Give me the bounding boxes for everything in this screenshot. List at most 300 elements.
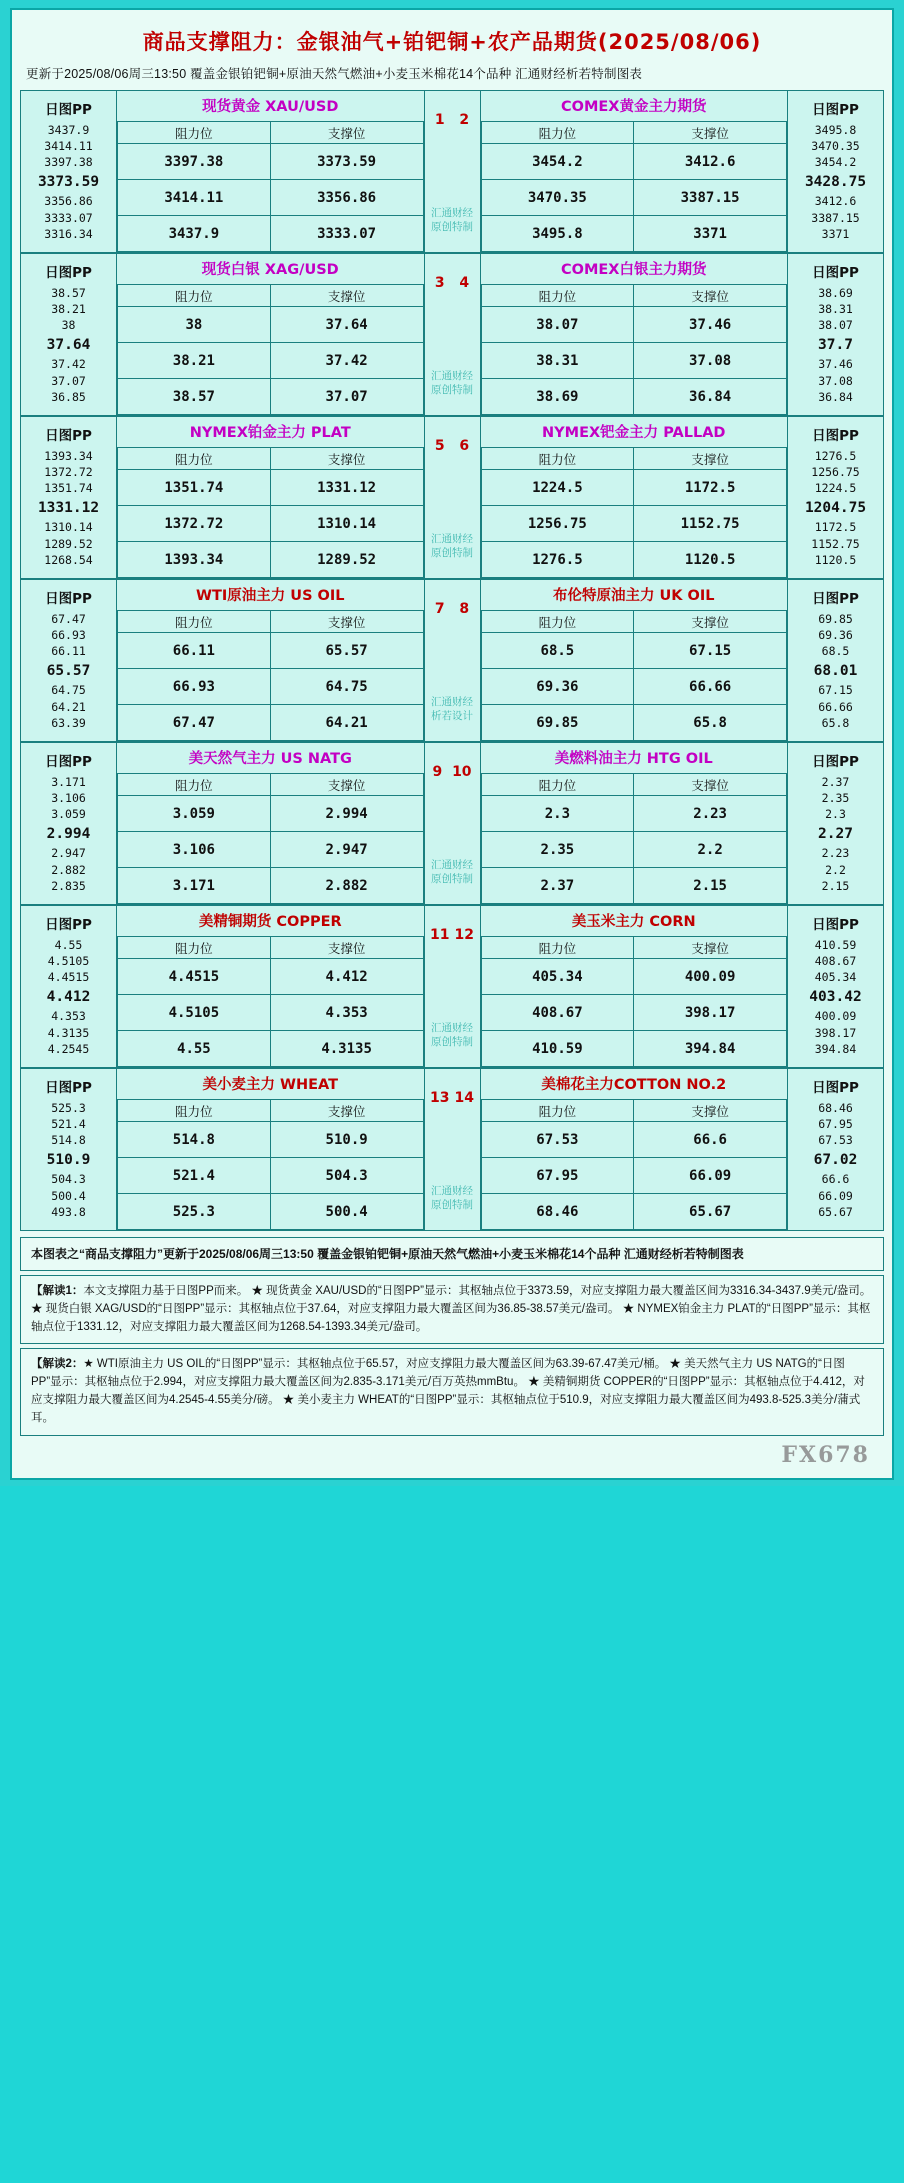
table-row (118, 669, 424, 705)
sr-table (481, 1099, 788, 1230)
pp-value: 1224.5 (814, 481, 857, 496)
block-number-right: 12 (454, 926, 474, 943)
sr-table (481, 447, 788, 578)
sr-table (117, 1099, 424, 1230)
pp-value: 4.55 (54, 937, 83, 952)
pp-value: 37.7 (818, 336, 853, 353)
table-row (118, 343, 424, 379)
resistance-value: 66.11 (118, 633, 271, 669)
instrument-panel (117, 91, 425, 253)
support-value: 65.8 (634, 705, 787, 741)
block-index-cell (424, 91, 480, 253)
resistance-value: 69.36 (481, 669, 634, 705)
pp-value: 38 (61, 318, 76, 333)
pp-value: 3371 (821, 227, 850, 242)
pp-value: 3373.59 (37, 173, 100, 190)
support-header: 支撑位 (634, 611, 787, 633)
support-value: 37.42 (270, 343, 423, 379)
pp-value: 1372.72 (44, 465, 93, 480)
resistance-value: 68.46 (481, 1194, 634, 1230)
pp-value: 37.07 (51, 373, 86, 388)
instrument-title: 布伦特原油主力 UK OIL (481, 580, 788, 610)
instrument-panel (117, 580, 425, 742)
resistance-value: 525.3 (118, 1194, 271, 1230)
pp-value: 65.8 (821, 716, 850, 731)
resistance-value: 410.59 (481, 1031, 634, 1067)
table-row (481, 633, 787, 669)
pp-value: 1331.12 (37, 499, 100, 516)
resistance-value: 66.93 (118, 669, 271, 705)
resistance-value: 38.21 (118, 343, 271, 379)
resistance-header: 阻力位 (481, 448, 634, 470)
resistance-value: 2.3 (481, 796, 634, 832)
pp-value: 1120.5 (814, 553, 857, 568)
pp-value: 66.66 (818, 699, 853, 714)
pp-value: 2.835 (51, 879, 86, 894)
pp-value: 1268.54 (44, 553, 93, 568)
resistance-header: 阻力位 (118, 937, 271, 959)
support-value: 2.882 (270, 868, 423, 904)
block-number-right: 14 (454, 1089, 474, 1106)
pp-value: 68.46 (818, 1100, 853, 1115)
pp-value: 2.3 (825, 807, 846, 822)
support-header: 支撑位 (634, 448, 787, 470)
pp-column (788, 743, 884, 905)
pp-value: 493.8 (51, 1205, 86, 1220)
support-value: 3333.07 (270, 216, 423, 252)
table-row (481, 705, 787, 741)
instrument-panel (480, 417, 788, 579)
pp-value: 400.09 (814, 1009, 857, 1024)
pp-value: 2.2 (825, 862, 846, 877)
interp1-head: 【解读1： (31, 1285, 84, 1297)
support-value: 4.412 (270, 959, 423, 995)
resistance-header: 阻力位 (118, 448, 271, 470)
resistance-value: 67.53 (481, 1122, 634, 1158)
pp-value: 2.15 (821, 879, 850, 894)
support-header: 支撑位 (270, 448, 423, 470)
pp-column (788, 91, 884, 253)
table-row (118, 144, 424, 180)
blocks-container (20, 90, 884, 1231)
pp-value: 4.5105 (47, 954, 90, 969)
instrument-block (20, 416, 884, 579)
pp-value: 64.75 (51, 683, 86, 698)
resistance-value: 3.171 (118, 868, 271, 904)
sr-table (481, 610, 788, 741)
pp-value: 2.27 (818, 825, 853, 842)
pp-value: 67.15 (818, 683, 853, 698)
support-value: 37.07 (270, 379, 423, 415)
pp-column-header: 日图PP (45, 590, 92, 607)
table-row (118, 1031, 424, 1067)
instrument-panel (480, 1069, 788, 1231)
instrument-title: COMEX白银主力期货 (481, 254, 788, 284)
pp-column (21, 417, 117, 579)
table-row (481, 470, 787, 506)
support-value: 3371 (634, 216, 787, 252)
resistance-header: 阻力位 (118, 122, 271, 144)
pp-value: 38.21 (51, 302, 86, 317)
instrument-panel (117, 1069, 425, 1231)
pp-value: 4.4515 (47, 970, 90, 985)
pp-value: 2.947 (51, 846, 86, 861)
fx678-logo: FX678 (781, 1441, 870, 1468)
instrument-panel (480, 254, 788, 416)
support-header: 支撑位 (270, 122, 423, 144)
pp-value: 66.11 (51, 644, 86, 659)
resistance-header: 阻力位 (118, 285, 271, 307)
support-value: 65.57 (270, 633, 423, 669)
instrument-panel (117, 254, 425, 416)
table-row (481, 216, 787, 252)
support-value: 37.64 (270, 307, 423, 343)
support-header: 支撑位 (634, 774, 787, 796)
resistance-header: 阻力位 (481, 937, 634, 959)
pp-value: 1289.52 (44, 536, 93, 551)
pp-value: 67.95 (818, 1117, 853, 1132)
pp-value: 69.85 (818, 611, 853, 626)
interp2-head: 【解读2： (31, 1358, 84, 1371)
block-number-right: 4 (459, 274, 470, 291)
resistance-value: 1351.74 (118, 470, 271, 506)
table-row (481, 180, 787, 216)
instrument-title: NYMEX铂金主力 PLAT (117, 417, 424, 447)
instrument-title: 美天然气主力 US NATG (117, 743, 424, 773)
resistance-value: 408.67 (481, 995, 634, 1031)
table-row (481, 1158, 787, 1194)
resistance-value: 1393.34 (118, 542, 271, 578)
resistance-value: 67.47 (118, 705, 271, 741)
chart-sheet (10, 8, 894, 1480)
support-header: 支撑位 (270, 611, 423, 633)
support-value: 66.09 (634, 1158, 787, 1194)
resistance-header: 阻力位 (481, 285, 634, 307)
instrument-title: 现货黄金 XAU/USD (117, 91, 424, 121)
resistance-value: 38.57 (118, 379, 271, 415)
pp-value: 1310.14 (44, 520, 93, 535)
pp-value: 2.882 (51, 862, 86, 877)
resistance-value: 38.07 (481, 307, 634, 343)
resistance-value: 3495.8 (481, 216, 634, 252)
block-number-left: 7 (434, 600, 445, 617)
instrument-title: 美棉花主力COTTON NO.2 (481, 1069, 788, 1099)
pp-value: 38.07 (818, 318, 853, 333)
pp-value: 4.3135 (47, 1025, 90, 1040)
support-value: 2.15 (634, 868, 787, 904)
pp-value: 67.02 (813, 1151, 858, 1168)
support-value: 65.67 (634, 1194, 787, 1230)
table-row (481, 542, 787, 578)
pp-value: 66.93 (51, 628, 86, 643)
pp-value: 38.57 (51, 285, 86, 300)
pp-value: 37.46 (818, 357, 853, 372)
resistance-header: 阻力位 (481, 774, 634, 796)
pp-value: 37.08 (818, 373, 853, 388)
pp-value: 510.9 (46, 1151, 91, 1168)
table-row (481, 796, 787, 832)
pp-value: 394.84 (814, 1042, 857, 1057)
resistance-value: 405.34 (481, 959, 634, 995)
support-value: 400.09 (634, 959, 787, 995)
resistance-value: 514.8 (118, 1122, 271, 1158)
support-value: 64.75 (270, 669, 423, 705)
block-number-right: 6 (459, 437, 470, 454)
instrument-block (20, 579, 884, 742)
pp-value: 3454.2 (814, 155, 857, 170)
table-row (481, 1194, 787, 1230)
pp-value: 69.36 (818, 628, 853, 643)
pp-value: 3412.6 (814, 194, 857, 209)
sr-table (117, 773, 424, 904)
instrument-title: WTI原油主力 US OIL (117, 580, 424, 610)
resistance-value: 38.31 (481, 343, 634, 379)
pp-column (21, 580, 117, 742)
support-value: 3412.6 (634, 144, 787, 180)
instrument-block (20, 90, 884, 253)
table-row (118, 959, 424, 995)
support-value: 504.3 (270, 1158, 423, 1194)
resistance-value: 68.5 (481, 633, 634, 669)
watermark-text: 汇通财经 原创特制 (431, 1184, 473, 1211)
block-number-left: 1 (434, 111, 445, 128)
support-value: 66.66 (634, 669, 787, 705)
support-header: 支撑位 (270, 774, 423, 796)
instrument-title: 美玉米主力 CORN (481, 906, 788, 936)
support-header: 支撑位 (634, 937, 787, 959)
pp-value: 525.3 (51, 1100, 86, 1115)
block-index-cell (424, 417, 480, 579)
resistance-value: 67.95 (481, 1158, 634, 1194)
page-title: 商品支撑阻力：金银油气+铂钯铜+农产品期货(2025/08/06) (142, 30, 762, 54)
footer-note-text: 本图表之“商品支撑阻力”更新于2025/08/06周三13:50 覆盖金银铂钯铜+原油天然气燃油+小麦玉米棉花14个品种 汇通财经析若特制图表 (31, 1247, 744, 1261)
watermark-text: 汇通财经 原创特制 (431, 858, 473, 885)
pp-column-header: 日图PP (45, 101, 92, 118)
instrument-title: 美小麦主力 WHEAT (117, 1069, 424, 1099)
instrument-title: 美燃料油主力 HTG OIL (481, 743, 788, 773)
instrument-title: NYMEX钯金主力 PALLAD (481, 417, 788, 447)
pp-value: 68.01 (813, 662, 858, 679)
pp-column-header: 日图PP (45, 1079, 92, 1096)
resistance-value: 1372.72 (118, 506, 271, 542)
watermark-text: 汇通财经 析若设计 (431, 695, 473, 722)
pp-value: 65.57 (46, 662, 91, 679)
watermark-text: 汇通财经 原创特制 (431, 1021, 473, 1048)
pp-value: 3414.11 (44, 139, 93, 154)
pp-value: 63.39 (51, 716, 86, 731)
table-row (118, 832, 424, 868)
support-value: 1331.12 (270, 470, 423, 506)
support-value: 4.353 (270, 995, 423, 1031)
support-value: 2.947 (270, 832, 423, 868)
table-row (118, 995, 424, 1031)
pp-column (788, 906, 884, 1068)
sr-table (117, 936, 424, 1067)
pp-column (21, 906, 117, 1068)
block-index-cell (424, 580, 480, 742)
support-header: 支撑位 (634, 1100, 787, 1122)
support-value: 66.6 (634, 1122, 787, 1158)
pp-value: 3.059 (51, 807, 86, 822)
resistance-value: 3437.9 (118, 216, 271, 252)
pp-value: 65.67 (818, 1205, 853, 1220)
pp-value: 3428.75 (804, 173, 867, 190)
table-row (481, 144, 787, 180)
instrument-title: 现货白银 XAG/USD (117, 254, 424, 284)
block-number-left: 3 (434, 274, 445, 291)
instrument-title: 美精铜期货 COPPER (117, 906, 424, 936)
pp-value: 36.85 (51, 390, 86, 405)
pp-column-header: 日图PP (812, 590, 859, 607)
pp-column (21, 1069, 117, 1231)
pp-value: 4.412 (46, 988, 91, 1005)
resistance-value: 1276.5 (481, 542, 634, 578)
pp-column (21, 91, 117, 253)
pp-value: 1276.5 (814, 448, 857, 463)
support-value: 64.21 (270, 705, 423, 741)
pp-value: 4.353 (51, 1009, 86, 1024)
instrument-panel (117, 417, 425, 579)
pp-value: 500.4 (51, 1188, 86, 1203)
block-number-left: 13 (430, 1089, 450, 1106)
pp-column-header: 日图PP (812, 916, 859, 933)
pp-value: 67.47 (51, 611, 86, 626)
table-row (481, 343, 787, 379)
pp-value: 408.67 (814, 954, 857, 969)
resistance-value: 3.106 (118, 832, 271, 868)
pp-value: 2.37 (821, 774, 850, 789)
pp-value: 64.21 (51, 699, 86, 714)
instrument-block (20, 905, 884, 1068)
support-header: 支撑位 (634, 285, 787, 307)
instrument-panel (480, 91, 788, 253)
table-row (118, 379, 424, 415)
pp-value: 4.2545 (47, 1042, 90, 1057)
sr-table (117, 610, 424, 741)
sr-table (117, 121, 424, 252)
instrument-panel (480, 906, 788, 1068)
block-index-cell (424, 743, 480, 905)
sr-table (481, 936, 788, 1067)
support-value: 1310.14 (270, 506, 423, 542)
pp-column-header: 日图PP (45, 753, 92, 770)
table-row (481, 379, 787, 415)
instrument-panel (117, 906, 425, 1068)
resistance-value: 3454.2 (481, 144, 634, 180)
pp-value: 3333.07 (44, 210, 93, 225)
pp-value: 3316.34 (44, 227, 93, 242)
table-row (481, 307, 787, 343)
support-value: 3387.15 (634, 180, 787, 216)
pp-value: 1351.74 (44, 481, 93, 496)
support-header: 支撑位 (634, 122, 787, 144)
interpretation-1 (20, 1275, 884, 1344)
table-row (481, 506, 787, 542)
resistance-value: 2.35 (481, 832, 634, 868)
pp-value: 1152.75 (811, 536, 860, 551)
table-row (118, 180, 424, 216)
block-index-cell (424, 906, 480, 1068)
instrument-block (20, 1068, 884, 1231)
support-value: 1289.52 (270, 542, 423, 578)
pp-value: 3470.35 (811, 139, 860, 154)
support-value: 2.2 (634, 832, 787, 868)
support-value: 2.23 (634, 796, 787, 832)
table-row (481, 832, 787, 868)
instrument-panel (117, 743, 425, 905)
table-row (118, 1194, 424, 1230)
interp1-text: 本文支撑阻力基于日图PP而来。 ★ 现货黄金 XAU/USD的“日图PP”显示：其枢轴点位于3373.59，对应支撑阻力最大覆盖区间为3316.34-3437.9美元/盎司。 ★ 现货白银 XAG/USD的“日图PP”显示：其枢轴点位于37.64，对应支撑阻力最大覆盖区间为36.85-38.57美元/盎司。 ★ NYMEX铂金主力 PLAT的“日图PP”显示：其枢轴点位于1331.12，对应支撑阻力最大覆盖区间为1268.54-1393.34美元/盎司。 (31, 1285, 872, 1333)
resistance-header: 阻力位 (481, 122, 634, 144)
table-row (481, 1031, 787, 1067)
support-header: 支撑位 (270, 1100, 423, 1122)
pp-value: 3387.15 (811, 210, 860, 225)
support-value: 394.84 (634, 1031, 787, 1067)
pp-value: 514.8 (51, 1133, 86, 1148)
pp-value: 1393.34 (44, 448, 93, 463)
resistance-value: 521.4 (118, 1158, 271, 1194)
pp-column-header: 日图PP (45, 916, 92, 933)
resistance-header: 阻力位 (481, 611, 634, 633)
support-header: 支撑位 (270, 285, 423, 307)
table-row (118, 1122, 424, 1158)
table-row (118, 633, 424, 669)
pp-value: 3397.38 (44, 155, 93, 170)
support-value: 2.994 (270, 796, 423, 832)
resistance-value: 1224.5 (481, 470, 634, 506)
resistance-value: 38.69 (481, 379, 634, 415)
footer-note (20, 1237, 884, 1271)
support-value: 3356.86 (270, 180, 423, 216)
table-row (481, 995, 787, 1031)
interp2-text: ★ WTI原油主力 US OIL的“日图PP”显示：其枢轴点位于65.57，对应支撑阻力最大覆盖区间为63.39-67.47美元/桶。 ★ 美天然气主力 US NATG的“日图PP”显示：其枢轴点位于2.994，对应支撑阻力最大覆盖区间为2.835-3.171美元/百万英热mmBtu。 ★ 美精铜期货 COPPER的“日图PP”显示：其枢轴点位于4.412，对应支撑阻力最大覆盖区间为4.2545-4.55美分/磅。 ★ 美小麦主力 WHEAT的“日图PP”显示：其枢轴点位于510.9，对应支撑阻力最大覆盖区间为493.8-525.3美分/蒲式耳。 (31, 1358, 865, 1424)
resistance-value: 3397.38 (118, 144, 271, 180)
table-row (118, 542, 424, 578)
resistance-header: 阻力位 (118, 611, 271, 633)
pp-value: 398.17 (814, 1025, 857, 1040)
pp-column-header: 日图PP (45, 264, 92, 281)
table-row (118, 307, 424, 343)
table-row (481, 868, 787, 904)
block-number-right: 2 (459, 111, 470, 128)
support-value: 36.84 (634, 379, 787, 415)
pp-column-header: 日图PP (812, 264, 859, 281)
pp-value: 37.42 (51, 357, 86, 372)
resistance-value: 4.55 (118, 1031, 271, 1067)
pp-value: 3.171 (51, 774, 86, 789)
support-header: 支撑位 (270, 937, 423, 959)
resistance-value: 3.059 (118, 796, 271, 832)
pp-column-header: 日图PP (812, 1079, 859, 1096)
pp-column-header: 日图PP (812, 427, 859, 444)
pp-value: 3356.86 (44, 194, 93, 209)
pp-value: 504.3 (51, 1172, 86, 1187)
sr-table (117, 284, 424, 415)
resistance-header: 阻力位 (118, 774, 271, 796)
block-number-right: 10 (452, 763, 472, 780)
support-value: 500.4 (270, 1194, 423, 1230)
pp-value: 3495.8 (814, 122, 857, 137)
pp-column (21, 743, 117, 905)
instrument-block (20, 742, 884, 905)
table-row (481, 959, 787, 995)
pp-value: 67.53 (818, 1133, 853, 1148)
table-row (118, 868, 424, 904)
pp-column (788, 580, 884, 742)
pp-value: 403.42 (809, 988, 862, 1005)
pp-column-header: 日图PP (45, 427, 92, 444)
page-subtitle: 更新于2025/08/06周三13:50 覆盖金银铂钯铜+原油天然气燃油+小麦玉米棉花14个品种 汇通财经析若特制图表 (26, 67, 643, 81)
